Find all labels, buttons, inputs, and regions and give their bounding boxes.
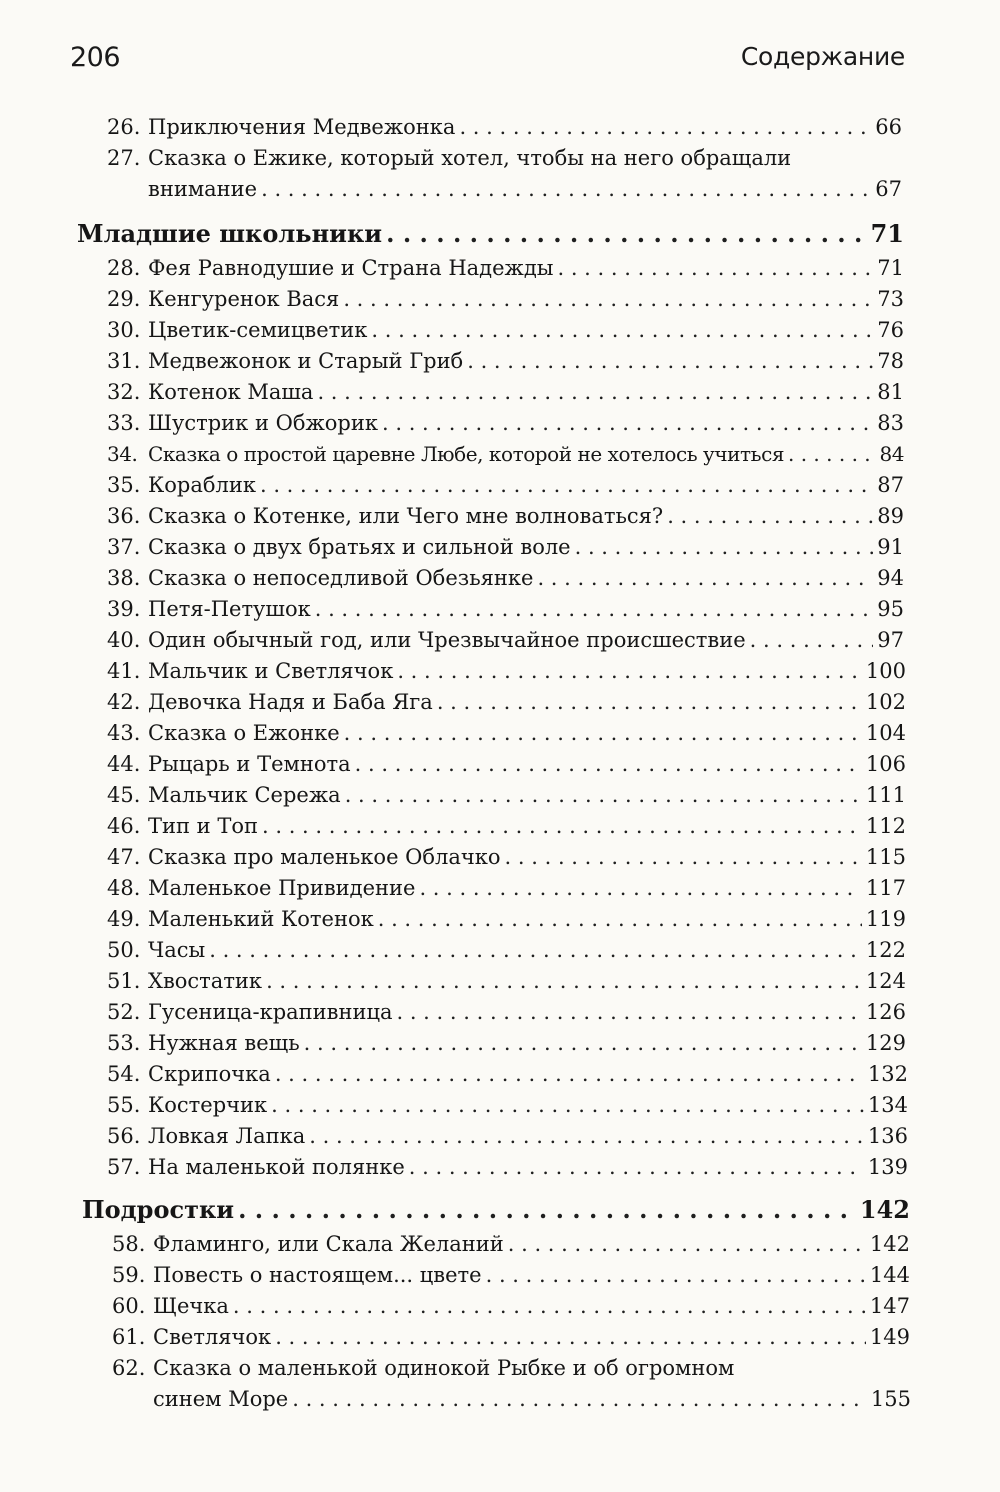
dot-leader xyxy=(266,971,862,992)
dot-leader xyxy=(397,661,862,682)
entry-page: 94 xyxy=(877,566,904,590)
entry-title: Цветик-семицветик xyxy=(148,318,368,342)
dot-leader xyxy=(304,1033,862,1054)
entry-number: 60. xyxy=(112,1294,146,1318)
dot-leader xyxy=(371,320,873,341)
toc-entry-38 xyxy=(107,568,904,589)
entry-page: 117 xyxy=(865,876,906,900)
toc-entry-42 xyxy=(107,692,906,713)
entry-title-continued: синем Море xyxy=(153,1387,289,1411)
entry-number: 26. xyxy=(107,115,141,139)
toc-entry-49 xyxy=(107,909,906,930)
entry-title: Часы xyxy=(148,938,206,962)
entry-title: Мальчик и Светлячок xyxy=(148,659,394,683)
dot-leader xyxy=(238,1198,856,1222)
entry-number: 51. xyxy=(107,969,141,993)
entry-page: 104 xyxy=(865,721,906,745)
entry-page: 111 xyxy=(865,783,906,807)
entry-title: Сказка о Котенке, или Чего мне волноваться? xyxy=(148,504,664,528)
entry-title: Шустрик и Обжорик xyxy=(148,411,378,435)
entry-number: 49. xyxy=(107,907,141,931)
entry-page: 97 xyxy=(877,628,904,652)
entry-page: 76 xyxy=(877,318,904,342)
entry-title: Нужная вещь xyxy=(148,1031,300,1055)
entry-page: 84 xyxy=(879,442,904,466)
dot-leader xyxy=(750,630,874,651)
toc-entry-40 xyxy=(107,630,904,651)
entry-page: 83 xyxy=(877,411,904,435)
entry-page: 95 xyxy=(877,597,904,621)
entry-page: 134 xyxy=(867,1093,908,1117)
section-title: Младшие школьники xyxy=(77,219,383,248)
entry-title: Мальчик Сережа xyxy=(148,783,341,807)
entry-title: Гусеница-крапивница xyxy=(148,1000,393,1024)
entry-page: 115 xyxy=(865,845,906,869)
entry-number: 45. xyxy=(107,783,141,807)
dot-leader xyxy=(419,878,861,899)
dot-leader xyxy=(309,1126,864,1147)
toc-entry-34 xyxy=(107,444,904,464)
dot-leader xyxy=(271,1095,864,1116)
entry-title: Рыцарь и Темнота xyxy=(148,752,351,776)
section-title: Подростки xyxy=(82,1195,235,1224)
entry-page: 87 xyxy=(877,473,904,497)
toc-entry-26 xyxy=(107,117,902,138)
section-heading-junior-school xyxy=(77,219,904,248)
dot-leader xyxy=(505,847,862,868)
dot-leader xyxy=(557,258,873,279)
toc-entry-35 xyxy=(107,475,904,496)
entry-page: 106 xyxy=(865,752,906,776)
dot-leader xyxy=(396,1002,861,1023)
dot-leader xyxy=(275,1327,866,1348)
entry-title: Ловкая Лапка xyxy=(148,1124,306,1148)
entry-number: 31. xyxy=(107,349,141,373)
entry-title-continued: внимание xyxy=(148,177,258,201)
entry-title: Повесть о настоящем... цвете xyxy=(153,1263,482,1287)
entry-number: 40. xyxy=(107,628,141,652)
entry-title: Фламинго, или Скала Желаний xyxy=(153,1232,504,1256)
entry-number: 52. xyxy=(107,1000,141,1024)
toc-entry-28 xyxy=(107,258,904,279)
entry-title: Сказка о Ежонке xyxy=(148,721,340,745)
entry-title: Маленький Котенок xyxy=(148,907,374,931)
toc-entry-48 xyxy=(107,878,906,899)
entry-title: Сказка про маленькое Облачко xyxy=(148,845,501,869)
dot-leader xyxy=(382,413,873,434)
toc-entry-44 xyxy=(107,754,906,775)
entry-number: 43. xyxy=(107,721,141,745)
entry-page: 78 xyxy=(877,349,904,373)
toc-entry-62-continued xyxy=(153,1389,911,1410)
dot-leader xyxy=(508,1234,866,1255)
toc-entry-37 xyxy=(107,537,904,558)
dot-leader xyxy=(317,382,873,403)
entry-number: 57. xyxy=(107,1155,141,1179)
dot-leader xyxy=(345,785,862,806)
entry-number: 37. xyxy=(107,535,141,559)
dot-leader xyxy=(667,506,873,527)
entry-number: 44. xyxy=(107,752,141,776)
dot-leader xyxy=(575,537,874,558)
entry-number: 48. xyxy=(107,876,141,900)
entry-page: 66 xyxy=(875,115,902,139)
running-head: Содержание xyxy=(740,42,905,71)
entry-number: 39. xyxy=(107,597,141,621)
entry-number: 28. xyxy=(107,256,141,280)
entry-number: 29. xyxy=(107,287,141,311)
entry-title: Кораблик xyxy=(148,473,256,497)
entry-title: Один обычный год, или Чрезвычайное происшествие xyxy=(148,628,746,652)
toc-entry-59 xyxy=(112,1265,910,1286)
entry-title: Щечка xyxy=(153,1294,229,1318)
entry-title: Хвостатик xyxy=(148,969,263,993)
section-page: 142 xyxy=(859,1195,910,1224)
dot-leader xyxy=(486,1265,866,1286)
entry-number: 42. xyxy=(107,690,141,714)
entry-number: 27. xyxy=(107,146,141,170)
entry-title: Петя-Петушок xyxy=(148,597,311,621)
toc-entry-33 xyxy=(107,413,904,434)
toc-entry-61 xyxy=(112,1327,910,1348)
section-heading-teenagers xyxy=(82,1195,910,1224)
dot-leader xyxy=(262,816,862,837)
entry-number: 30. xyxy=(107,318,141,342)
entry-page: 91 xyxy=(877,535,904,559)
entry-page: 144 xyxy=(869,1263,910,1287)
entry-title: Скрипочка xyxy=(148,1062,271,1086)
toc-entry-55 xyxy=(107,1095,908,1116)
entry-page: 142 xyxy=(869,1232,910,1256)
entry-page: 102 xyxy=(865,690,906,714)
entry-number: 53. xyxy=(107,1031,141,1055)
entry-title: Девочка Надя и Баба Яга xyxy=(148,690,433,714)
dot-leader xyxy=(459,117,871,138)
entry-number: 38. xyxy=(107,566,141,590)
toc-entry-36 xyxy=(107,506,904,527)
dot-leader xyxy=(315,599,874,620)
entry-title: Сказка о маленькой одинокой Рыбке и об огромном xyxy=(153,1356,735,1380)
section-page: 71 xyxy=(870,219,904,248)
toc-entry-39 xyxy=(107,599,904,620)
entry-number: 34. xyxy=(107,442,138,466)
entry-title: Фея Равнодушие и Страна Надежды xyxy=(148,256,554,280)
entry-number: 41. xyxy=(107,659,141,683)
entry-page: 119 xyxy=(865,907,906,931)
toc-entry-47 xyxy=(107,847,906,868)
entry-title: Светлячок xyxy=(153,1325,272,1349)
dot-leader xyxy=(378,909,862,930)
toc-entry-53 xyxy=(107,1033,906,1054)
entry-page: 129 xyxy=(865,1031,906,1055)
dot-leader xyxy=(537,568,873,589)
dot-leader xyxy=(209,940,862,961)
dot-leader xyxy=(233,1296,866,1317)
entry-title: Костерчик xyxy=(148,1093,268,1117)
entry-title: Маленькое Привидение xyxy=(148,876,416,900)
toc-entry-27 xyxy=(107,148,902,169)
entry-title: Сказка о непоседливой Обезьянке xyxy=(148,566,534,590)
entry-number: 54. xyxy=(107,1062,141,1086)
toc-entry-30 xyxy=(107,320,904,341)
toc-entry-27-continued xyxy=(148,179,902,200)
toc-entry-46 xyxy=(107,816,906,837)
entry-number: 59. xyxy=(112,1263,146,1287)
entry-page: 124 xyxy=(865,969,906,993)
dot-leader xyxy=(343,289,873,310)
entry-number: 56. xyxy=(107,1124,141,1148)
toc-entry-60 xyxy=(112,1296,910,1317)
dot-leader xyxy=(355,754,862,775)
toc-entry-29 xyxy=(107,289,904,310)
toc-entry-56 xyxy=(107,1126,908,1147)
entry-page: 132 xyxy=(867,1062,908,1086)
toc-entry-54 xyxy=(107,1064,908,1085)
entry-page: 139 xyxy=(867,1155,908,1179)
entry-title: Сказка о простой царевне Любе, которой не хотелось учиться xyxy=(148,442,784,466)
entry-number: 55. xyxy=(107,1093,141,1117)
entry-page: 71 xyxy=(877,256,904,280)
entry-number: 62. xyxy=(112,1356,146,1380)
entry-page: 147 xyxy=(869,1294,910,1318)
toc-entry-58 xyxy=(112,1234,910,1255)
toc-entry-45 xyxy=(107,785,906,806)
entry-title: Сказка о Ежике, который хотел, чтобы на него обращали xyxy=(148,146,792,170)
dot-leader xyxy=(467,351,873,372)
page-number: 206 xyxy=(70,42,121,73)
entry-title: На маленькой полянке xyxy=(148,1155,405,1179)
toc-entry-31 xyxy=(107,351,904,372)
entry-page: 100 xyxy=(865,659,906,683)
entry-title: Сказка о двух братьях и сильной воле xyxy=(148,535,571,559)
entry-page: 136 xyxy=(867,1124,908,1148)
entry-page: 122 xyxy=(865,938,906,962)
entry-number: 32. xyxy=(107,380,141,404)
entry-page: 73 xyxy=(877,287,904,311)
entry-page: 126 xyxy=(865,1000,906,1024)
entry-page: 112 xyxy=(865,814,906,838)
dot-leader xyxy=(409,1157,864,1178)
dot-leader xyxy=(292,1389,867,1410)
toc-entry-32 xyxy=(107,382,904,403)
dot-leader xyxy=(260,475,873,496)
entry-title: Тип и Топ xyxy=(148,814,258,838)
entry-page: 81 xyxy=(877,380,904,404)
entry-number: 58. xyxy=(112,1232,146,1256)
toc-entry-51 xyxy=(107,971,906,992)
toc-entry-57 xyxy=(107,1157,908,1178)
entry-title: Приключения Медвежонка xyxy=(148,115,456,139)
toc-entry-62 xyxy=(112,1358,910,1379)
dot-leader xyxy=(437,692,862,713)
toc-entry-50 xyxy=(107,940,906,961)
dot-leader xyxy=(261,179,871,200)
entry-page: 67 xyxy=(875,177,902,201)
entry-title: Котенок Маша xyxy=(148,380,314,404)
entry-number: 33. xyxy=(107,411,141,435)
entry-number: 47. xyxy=(107,845,141,869)
entry-number: 50. xyxy=(107,938,141,962)
entry-page: 149 xyxy=(869,1325,910,1349)
dot-leader xyxy=(275,1064,864,1085)
entry-title: Медвежонок и Старый Гриб xyxy=(148,349,464,373)
entry-page: 89 xyxy=(877,504,904,528)
entry-number: 35. xyxy=(107,473,141,497)
toc-entry-43 xyxy=(107,723,906,744)
dot-leader xyxy=(344,723,862,744)
entry-page: 155 xyxy=(870,1387,911,1411)
entry-number: 61. xyxy=(112,1325,146,1349)
toc-entry-41 xyxy=(107,661,906,682)
dot-leader xyxy=(386,222,866,246)
entry-title: Кенгуренок Вася xyxy=(148,287,340,311)
entry-number: 36. xyxy=(107,504,141,528)
dot-leader xyxy=(788,444,875,464)
toc-entry-52 xyxy=(107,1002,906,1023)
entry-number: 46. xyxy=(107,814,141,838)
